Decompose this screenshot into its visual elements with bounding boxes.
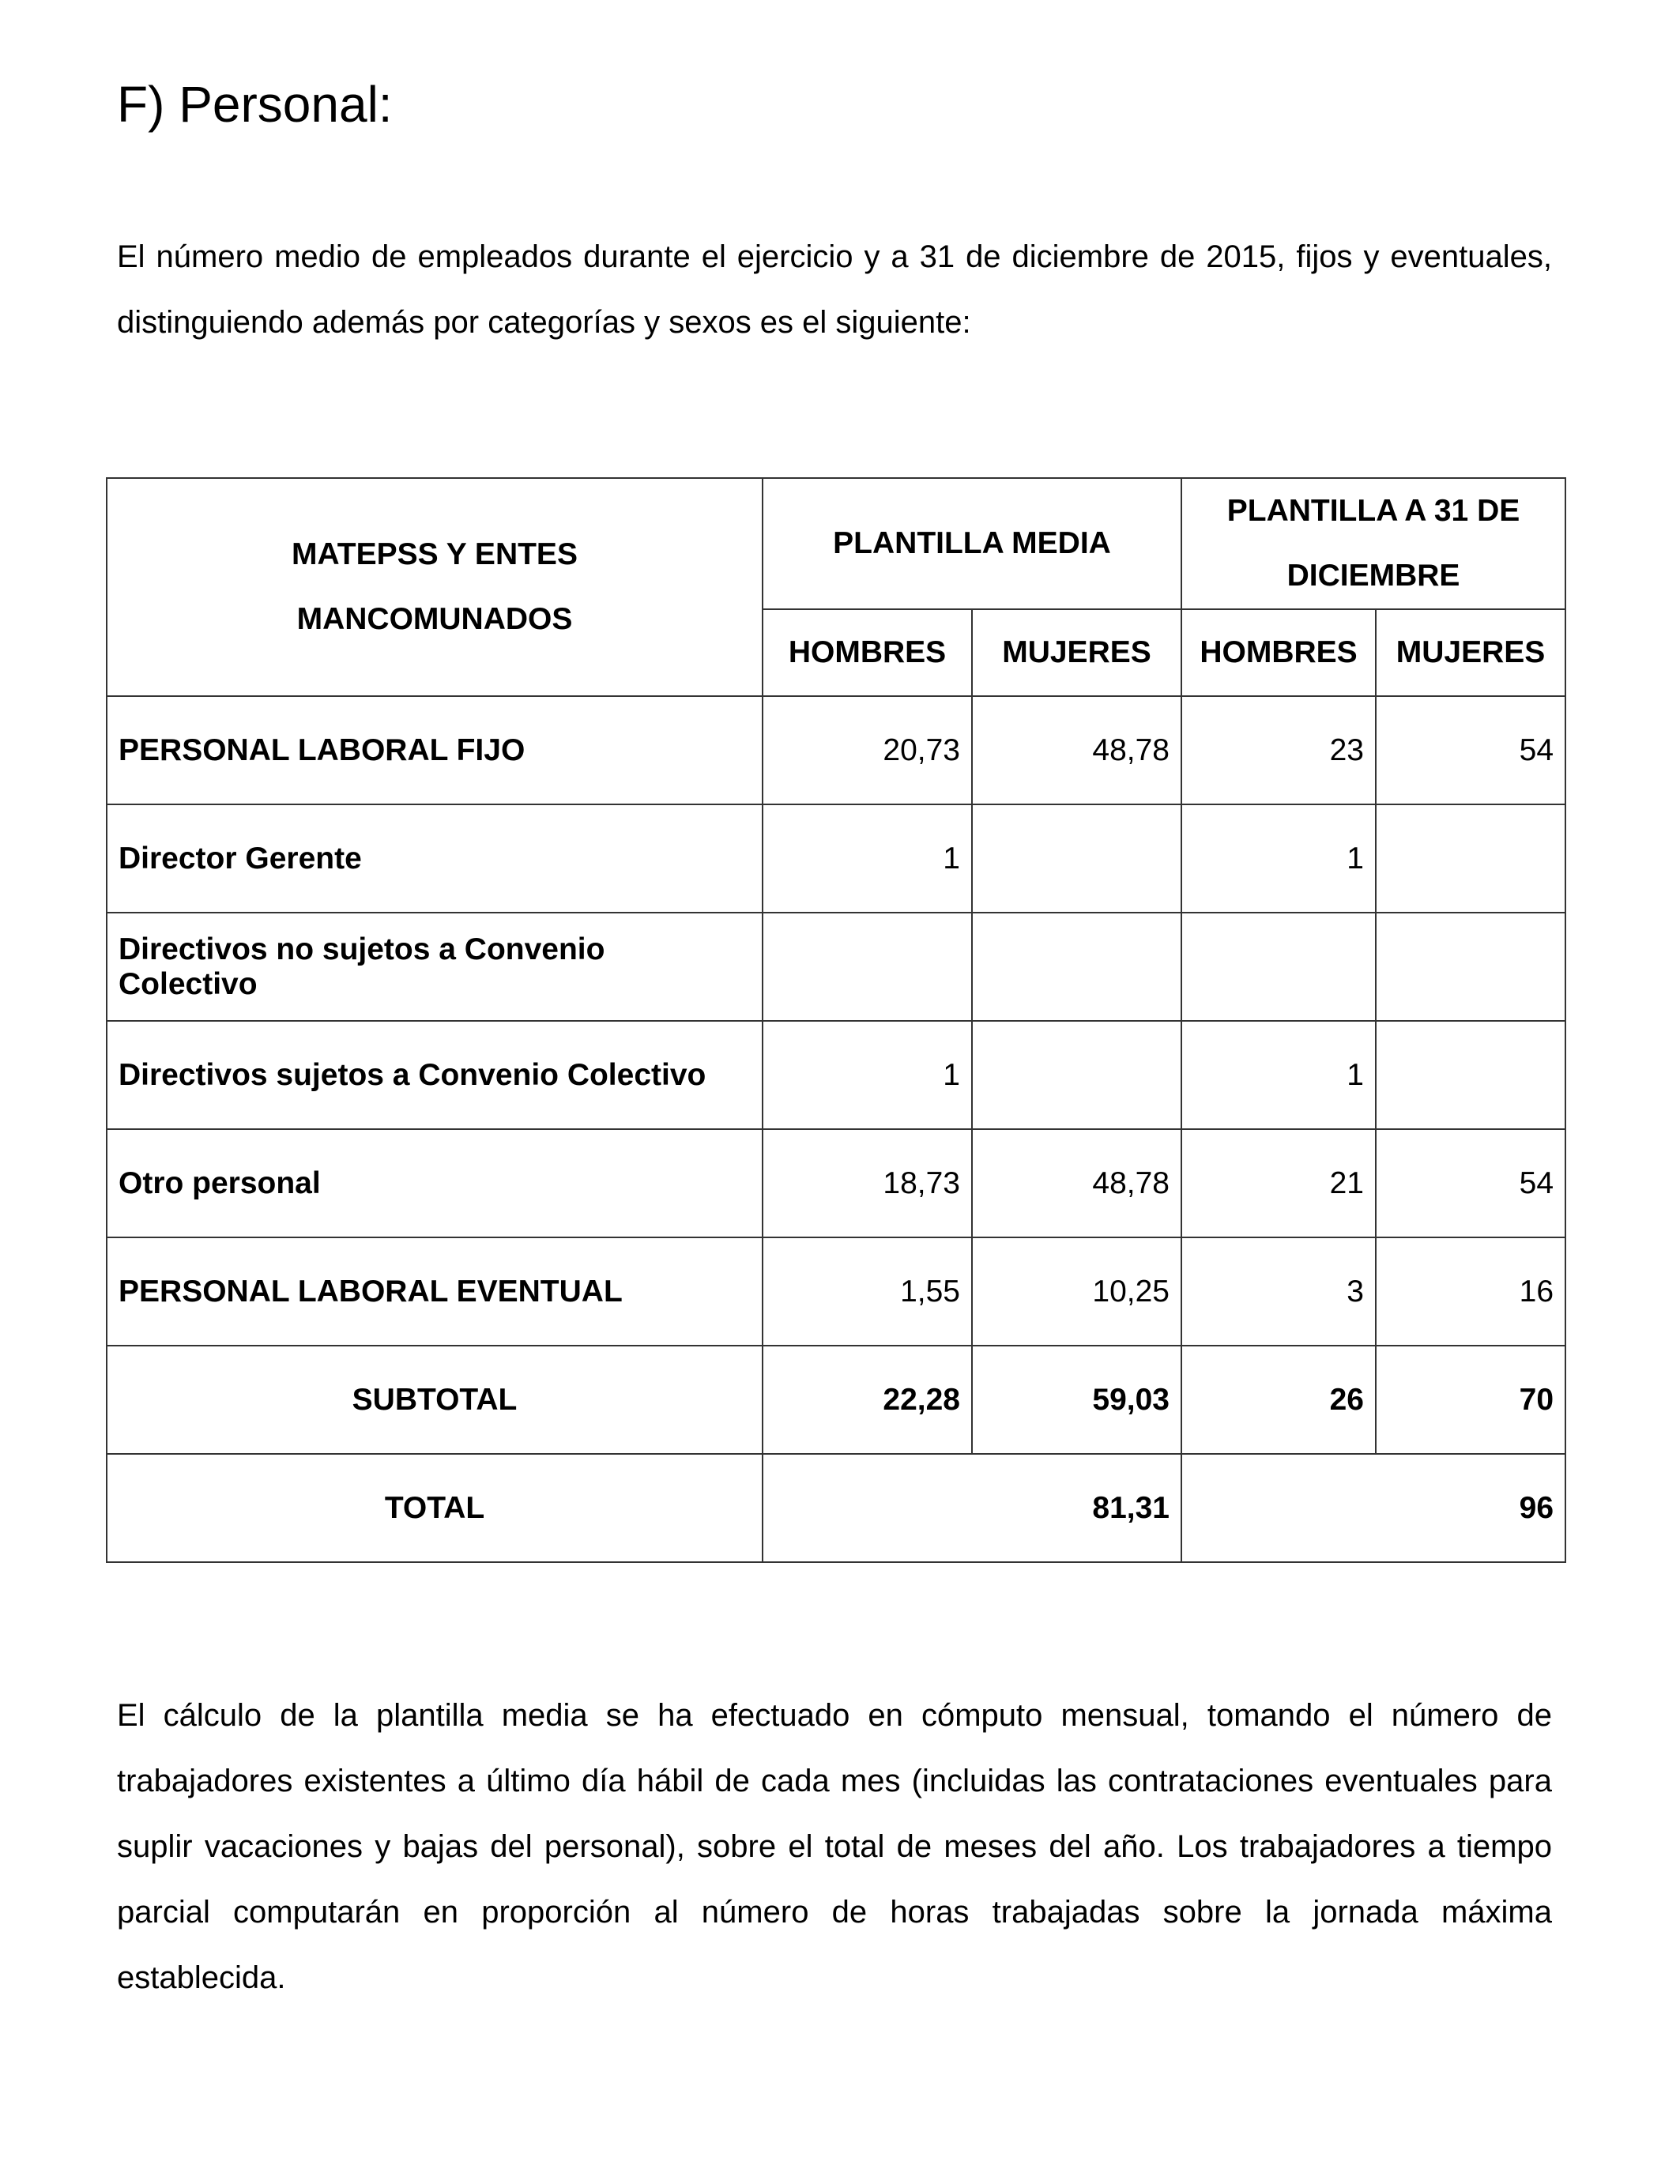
cell-value: 1 <box>1181 1021 1376 1129</box>
total-row <box>107 1454 1565 1562</box>
cell-value: 1 <box>763 1021 972 1129</box>
section-heading: F) Personal: <box>117 76 393 133</box>
cell-value <box>1376 804 1565 913</box>
cell-value: 16 <box>1376 1237 1565 1346</box>
row-label: Director Gerente <box>107 804 763 913</box>
subtotal-value: 26 <box>1181 1346 1376 1454</box>
cell-value: 48,78 <box>972 696 1181 804</box>
cell-value: 18,73 <box>763 1129 972 1237</box>
total-value-media: 81,31 <box>763 1454 1181 1562</box>
corner-header: MATEPSS Y ENTES MANCOMUNADOS <box>107 478 763 696</box>
cell-value <box>1376 1021 1565 1129</box>
cell-value: 54 <box>1376 696 1565 804</box>
methodology-paragraph: El cálculo de la plantilla media se ha efectuado en cómputo mensual, tomando el número de trabajadores existentes a último día hábil de cada mes (incluidas las contrataciones eventuales para suplir vacaciones y bajas del personal), sobre el total de meses del año. Los trabajadores a tiempo parcial computarán en proporción al número de horas trabajadas sobre la jornada máxima establecida. <box>117 1698 1552 1995</box>
subtotal-value: 70 <box>1376 1346 1565 1454</box>
cell-value: 23 <box>1181 696 1376 804</box>
plantilla-media-header: PLANTILLA MEDIA <box>763 478 1181 609</box>
cell-value: 54 <box>1376 1129 1565 1237</box>
table-row <box>107 804 1565 913</box>
row-label: Directivos sujetos a Convenio Colectivo <box>107 1021 763 1129</box>
table-row <box>107 1021 1565 1129</box>
cell-value: 48,78 <box>972 1129 1181 1237</box>
row-label: Otro personal <box>107 1129 763 1237</box>
subtotal-row <box>107 1346 1565 1454</box>
cell-value: 1 <box>1181 804 1376 913</box>
cell-value: 3 <box>1181 1237 1376 1346</box>
cell-value: 21 <box>1181 1129 1376 1237</box>
staff-table <box>106 477 1566 1563</box>
col-header-mujeres-diciembre: MUJERES <box>1376 609 1565 696</box>
row-label: PERSONAL LABORAL EVENTUAL <box>107 1237 763 1346</box>
cell-value <box>763 913 972 1021</box>
subtotal-value: 22,28 <box>763 1346 972 1454</box>
table-row <box>107 1237 1565 1346</box>
row-label: PERSONAL LABORAL FIJO <box>107 696 763 804</box>
subtotal-label: SUBTOTAL <box>107 1346 763 1454</box>
plantilla-diciembre-header: PLANTILLA A 31 DE DICIEMBRE <box>1181 478 1565 609</box>
cell-value <box>1376 913 1565 1021</box>
subtotal-value: 59,03 <box>972 1346 1181 1454</box>
intro-paragraph: El número medio de empleados durante el ejercicio y a 31 de diciembre de 2015, fijos y eventuales, distinguiendo además por categorías y sexos es el siguiente: <box>117 239 1552 340</box>
total-label: TOTAL <box>107 1454 763 1562</box>
cell-value: 10,25 <box>972 1237 1181 1346</box>
cell-value <box>972 804 1181 913</box>
cell-value <box>972 1021 1181 1129</box>
table-row <box>107 696 1565 804</box>
col-header-hombres-media: HOMBRES <box>763 609 972 696</box>
row-label: Directivos no sujetos a Convenio Colectivo <box>107 913 763 1021</box>
cell-value: 1,55 <box>763 1237 972 1346</box>
col-header-hombres-diciembre: HOMBRES <box>1181 609 1376 696</box>
total-value-diciembre: 96 <box>1181 1454 1565 1562</box>
table-row <box>107 1129 1565 1237</box>
header-row <box>107 478 1565 609</box>
cell-value: 20,73 <box>763 696 972 804</box>
cell-value <box>972 913 1181 1021</box>
cell-value: 1 <box>763 804 972 913</box>
cell-value <box>1181 913 1376 1021</box>
col-header-mujeres-media: MUJERES <box>972 609 1181 696</box>
table-row <box>107 913 1565 1021</box>
